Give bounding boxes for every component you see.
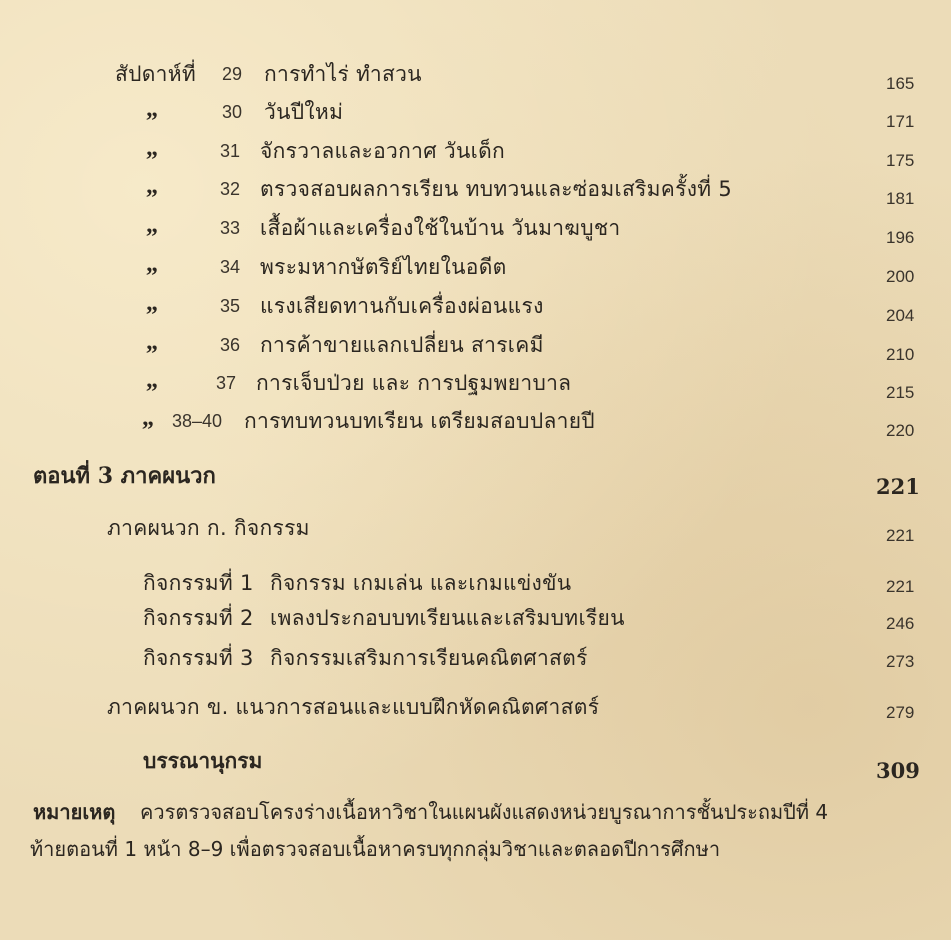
week-label: สัปดาห์ที่ [115, 62, 197, 86]
ditto-mark: „ [146, 212, 158, 238]
activity-label: กิจกรรมที่ 2 [143, 606, 254, 630]
index-heading: บรรณานุกรม [143, 749, 263, 773]
activity-title: กิจกรรมเสริมการเรียนคณิตศาสตร์ [270, 646, 588, 670]
activity-label: กิจกรรมที่ 1 [143, 571, 254, 595]
part-3-page: 221 [876, 474, 920, 499]
activity-label: กิจกรรมที่ 3 [143, 646, 254, 670]
ditto-mark: „ [146, 329, 158, 355]
week-number: 32 [220, 179, 241, 199]
page-number: 175 [886, 151, 915, 170]
ditto-mark: „ [146, 173, 158, 199]
page-number: 221 [886, 526, 915, 545]
week-number: 33 [220, 218, 241, 238]
week-number: 38–40 [172, 411, 223, 431]
page-number: 273 [886, 652, 915, 671]
activity-title: เพลงประกอบบทเรียนและเสริมบทเรียน [270, 606, 625, 630]
page-number: 221 [886, 577, 915, 596]
week-number: 29 [222, 64, 243, 84]
ditto-mark: „ [146, 251, 158, 277]
week-title: เสื้อผ้าและเครื่องใช้ในบ้าน วันมาฆบูชา [260, 216, 621, 240]
appendix-a-title: ภาคผนวก ก. กิจกรรม [107, 516, 310, 540]
page-number: 200 [886, 267, 915, 286]
part-3-heading: ตอนที่ 3 ภาคผนวก [33, 463, 216, 489]
note-label: หมายเหตุ [33, 800, 116, 824]
page-number: 220 [886, 421, 915, 440]
ditto-mark: „ [142, 405, 154, 431]
ditto-mark: „ [146, 290, 158, 316]
week-number: 37 [216, 373, 237, 393]
ditto-mark: „ [146, 367, 158, 393]
page-number: 279 [886, 703, 915, 722]
week-title: พระมหากษัตริย์ไทยในอดีต [260, 255, 507, 279]
index-page: 309 [876, 758, 920, 783]
week-number: 35 [220, 296, 241, 316]
week-title: การทำไร่ ทำสวน [264, 62, 422, 86]
page-number: 181 [886, 189, 915, 208]
note-line-2: ท้ายตอนที่ 1 หน้า 8–9 เพื่อตรวจสอบเนื้อหาครบทุกกลุ่มวิชาและตลอดปีการศึกษา [30, 837, 721, 861]
week-title: วันปีใหม่ [264, 100, 344, 124]
week-number: 31 [220, 141, 241, 161]
week-number: 30 [222, 102, 243, 122]
appendix-b-title: ภาคผนวก ข. แนวการสอนและแบบฝึกหัดคณิตศาสตร์ [107, 695, 600, 719]
page-number: 196 [886, 228, 915, 247]
week-title: แรงเสียดทานกับเครื่องผ่อนแรง [260, 294, 544, 318]
ditto-mark: „ [146, 135, 158, 161]
week-title: ตรวจสอบผลการเรียน ทบทวนและซ่อมเสริมครั้งที่ 5 [260, 177, 733, 201]
activity-title: กิจกรรม เกมเล่น และเกมแข่งขัน [270, 571, 572, 595]
note-line-1: ควรตรวจสอบโครงร่างเนื้อหาวิชาในแผนผังแสดงหน่วยบูรณาการชั้นประถมปีที่ 4 [140, 800, 829, 824]
week-title: การค้าขายแลกเปลี่ยน สารเคมี [260, 333, 544, 357]
week-number: 34 [220, 257, 241, 277]
page-number: 246 [886, 614, 915, 633]
page-number: 171 [886, 112, 915, 131]
ditto-mark: „ [146, 96, 158, 122]
week-number: 36 [220, 335, 241, 355]
page-number: 210 [886, 345, 915, 364]
week-title: การทบทวนบทเรียน เตรียมสอบปลายปี [244, 409, 595, 433]
page-number: 215 [886, 383, 915, 402]
week-title: จักรวาลและอวกาศ วันเด็ก [260, 139, 506, 163]
week-title: การเจ็บป่วย และ การปฐมพยาบาล [256, 371, 572, 395]
page-number: 204 [886, 306, 915, 325]
page-number: 165 [886, 74, 915, 93]
